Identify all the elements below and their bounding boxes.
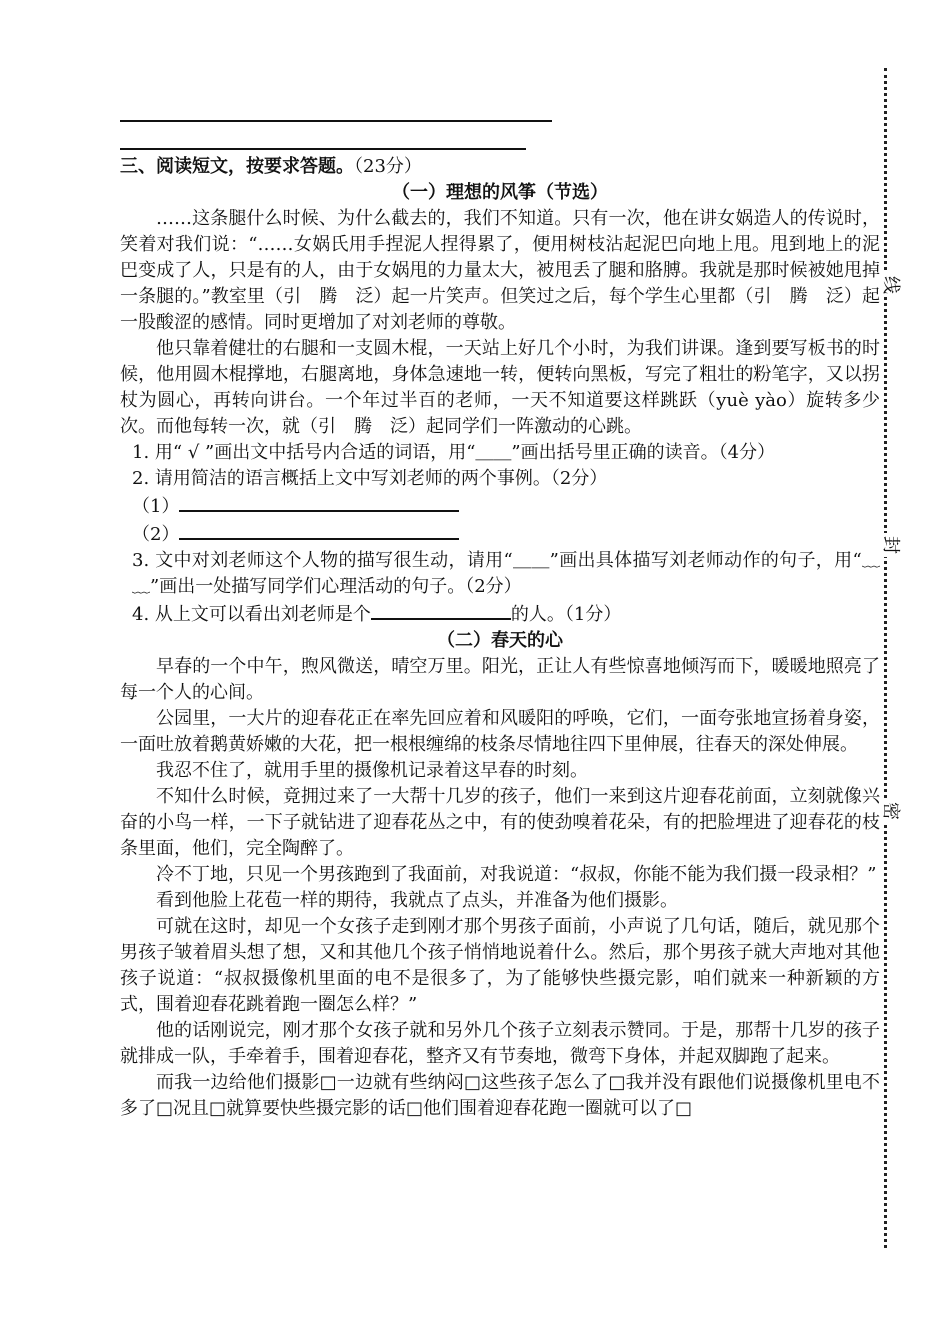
question-2-answer-2-blank[interactable] xyxy=(179,520,459,540)
passage-2-paragraph: 我忍不住了，就用手里的摄像机记录着这早春的时刻。 xyxy=(156,760,588,781)
question-3: 3. 文中对刘老师这个人物的描写很生动，请用“＿＿”画出具体描写刘老师动作的句子，用“﹏﹏”画出一处描写同学们心理活动的句子。（2分） xyxy=(132,550,880,597)
passage-1-paragraph: ……这条腿什么时候、为什么截去的，我们不知道。只有一次，他在讲女娲造人的传说时，笑着对我们说：“……女娲氏用手捏泥人捏得累了，便用树枝沾起泥巴向地上甩。甩到地上的泥巴变成了人，只是有的人，由于女娲甩的力量太大，被甩丢了腿和胳膊。我就是那时候被她甩掉一条腿的。”教室里（引 腾 泛）起一片笑声。但笑过之后，每个学生心里都（引 腾 泛）起一股酸涩的感情。同时更增加了对刘老师的尊敬。 xyxy=(120,208,880,333)
passage-2-paragraph: 不知什么时候，竟拥过来了一大帮十几岁的孩子，他们一来到这片迎春花前面，立刻就像兴奋的小鸟一样，一下子就钻进了迎春花丛之中，有的使劲嗅着花朵，有的把脸埋进了迎春花的枝条里面，他们，完全陶醉了。 xyxy=(120,786,880,859)
answer-line-2[interactable] xyxy=(120,148,526,150)
question-4 xyxy=(120,600,880,628)
question-2-answer-2 xyxy=(120,520,880,548)
question-1: 1. 用“ √ ”画出文中括号内合适的词语，用“＿＿”画出括号里正确的读音。（4分） xyxy=(132,442,776,463)
section-3-score: （23分） xyxy=(354,156,422,177)
passage-2-title: （二）春天的心 xyxy=(437,630,563,651)
passage-2-paragraph: 早春的一个中午，煦风微送，晴空万里。阳光，正让人有些惊喜地倾泻而下，暖暖地照亮了每一个人的心间。 xyxy=(120,656,880,703)
question-2-answer-1-blank[interactable] xyxy=(179,492,459,512)
question-4-suffix: 的人。（1分） xyxy=(510,604,622,625)
question-4-blank[interactable] xyxy=(371,600,511,620)
passage-2-paragraph: 看到他脸上花苞一样的期待，我就点了点头，并准备为他们摄影。 xyxy=(156,890,678,911)
section-3-heading xyxy=(120,154,880,180)
passage-1-paragraph: 他只靠着健壮的右腿和一支圆木棍，一天站上好几个小时，为我们讲课。逢到要写板书的时候，他用圆木棍撑地，右腿离地，身体急速地一转，便转向黑板，写完了粗壮的粉笔字，又以拐杖为圆心，再转向讲台。一个年过半百的老师，一天不知道要这样跳跃（yuè yào）旋转多少次。而他每转一次，就（引 腾 泛）起同学们一阵激动的心跳。 xyxy=(120,338,880,437)
exam-page xyxy=(120,100,880,1122)
binding-char-feng: 封 xyxy=(879,533,905,557)
passage-2-paragraph: 他的话刚说完，刚才那个女孩子就和另外几个孩子立刻表示赞同。于是，那帮十几岁的孩子就排成一队，手牵着手，围着迎春花，整齐又有节奏地，微弯下身体，并起双脚跑了起来。 xyxy=(120,1020,880,1067)
question-4-prefix: 4. 从上文可以看出刘老师是个 xyxy=(132,604,371,625)
passage-1-title: （一）理想的风筝（节选） xyxy=(392,182,608,203)
answer-line-1[interactable] xyxy=(120,120,552,122)
passage-2-paragraph: 公园里，一大片的迎春花正在率先回应着和风暖阳的呼唤，它们，一面夸张地宣扬着身姿，一面吐放着鹅黄娇嫩的大花，把一根根缠绵的枝条尽情地往四下里伸展，往春天的深处伸展。 xyxy=(120,708,880,755)
question-2-answer-2-label: （2） xyxy=(132,524,180,545)
question-2-answer-1-label: （1） xyxy=(132,496,180,517)
passage-2-paragraph: 可就在这时，却见一个女孩子走到刚才那个男孩子面前，小声说了几句话，随后，就见那个男孩子皱着眉头想了想，又和其他几个孩子悄悄地说着什么。然后，那个男孩子就大声地对其他孩子说道：“叔叔摄像机里面的电不是很多了，为了能够快些摄完影，咱们就来一种新颖的方式，围着迎春花跳着跑一圈怎么样？” xyxy=(120,916,880,1015)
section-3-title: 三、阅读短文，按要求答题。 xyxy=(120,156,354,177)
question-2-answer-1 xyxy=(120,492,880,520)
binding-char-xian: 线 xyxy=(879,273,905,297)
binding-dotted-line xyxy=(884,68,887,1248)
binding-char-mi: 密 xyxy=(879,799,905,823)
question-2: 2. 请用简洁的语言概括上文中写刘老师的两个事例。（2分） xyxy=(132,468,608,489)
passage-2-paragraph: 而我一边给他们摄影□一边就有些纳闷□这些孩子怎么了□我并没有跟他们说摄像机里电不多了□况且□就算要快些摄完影的话□他们围着迎春花跑一圈就可以了□ xyxy=(120,1072,880,1119)
passage-2-paragraph: 冷不丁地，只见一个男孩跑到了我面前，对我说道：“叔叔，你能不能为我们摄一段录相？” xyxy=(156,864,877,885)
